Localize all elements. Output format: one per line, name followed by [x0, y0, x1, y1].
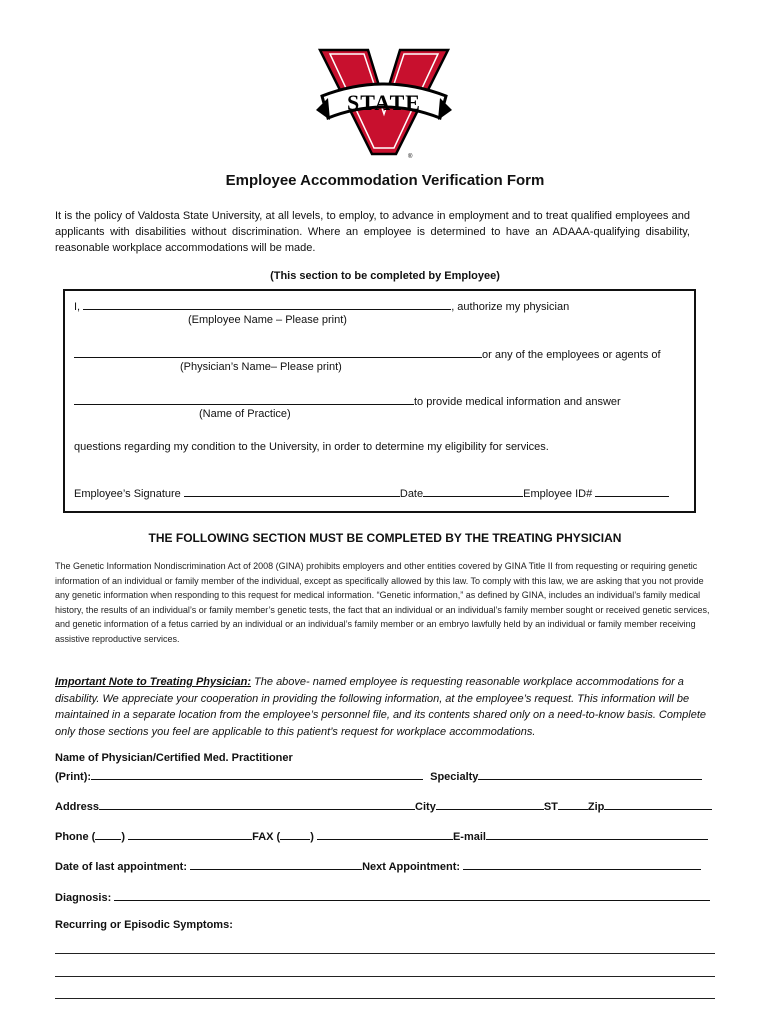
symptoms-line-1[interactable]	[55, 953, 715, 954]
employee-id-field[interactable]	[595, 485, 669, 497]
phone-label: Phone (	[55, 831, 96, 843]
physician-print-row	[55, 768, 702, 783]
signature-row	[74, 485, 669, 500]
zip-label: Zip	[587, 801, 605, 813]
next-appt-field[interactable]	[463, 858, 701, 870]
phone-row	[55, 828, 708, 843]
address-label: Address	[55, 801, 100, 813]
diagnosis-label: Diagnosis:	[55, 892, 112, 904]
physician-name-caption: (Physician’s Name– Please print)	[180, 361, 342, 373]
physician-name-label: Name of Physician/Certified Med. Practitioner	[55, 752, 293, 764]
fax-close-paren: )	[310, 831, 314, 843]
authorization-row	[74, 298, 569, 313]
phone-area-field[interactable]	[95, 828, 121, 840]
diagnosis-field[interactable]	[114, 889, 710, 901]
practice-caption: (Name of Practice)	[199, 408, 291, 420]
next-appt-label: Next Appointment:	[362, 861, 461, 873]
questions-text: questions regarding my condition to the University, in order to determine my eligibility for services.	[74, 441, 549, 453]
policy-paragraph: It is the policy of Valdosta State University, at all levels, to employ, to advance in employment and to treat qualified employees and applicants with disabilities without discrimination. Where an employee is determined to have an ADAAA-qualifying disability, reasonable workplace accommodations will be made.	[55, 210, 690, 254]
gina-paragraph: The Genetic Information Nondiscrimination Act of 2008 (GINA) prohibits employers and other entities covered by GINA Title II from requesting or requiring genetic information of an individual or family member of the individual, except as specifically allowed by this law. To comply with this law, we are asking that you not provide any genetic information when responding to this request for medical information. “Genetic information,” as defined by GINA, includes an individual’s family medical history, the results of an individual’s or family member’s genetic tests, the fact that an individual or an individual’s family member sought or received genetic services, and genetic information of a fetus carried by an individual or an individual’s family member or an embryo lawfully held by an individual or family member receiving assistive reproductive services.	[55, 561, 710, 644]
logo-text: STATE	[347, 90, 421, 115]
appointment-row	[55, 858, 701, 873]
signature-label: Employee’s Signature	[74, 488, 181, 500]
form-title: Employee Accommodation Verification Form	[225, 172, 545, 189]
employee-id-label: Employee ID#	[523, 488, 593, 500]
employee-section-heading: (This section to be completed by Employee)	[270, 270, 500, 282]
zip-field[interactable]	[604, 798, 712, 810]
fax-label: FAX (	[252, 831, 281, 843]
employee-name-caption: (Employee Name – Please print)	[188, 314, 347, 326]
signature-field[interactable]	[184, 485, 400, 497]
physician-print-field[interactable]	[91, 768, 423, 780]
physician-note	[55, 674, 715, 740]
email-field[interactable]	[486, 828, 708, 840]
employee-name-field[interactable]	[83, 298, 451, 310]
practice-name-field[interactable]	[74, 393, 414, 405]
date-label: Date	[399, 488, 424, 500]
or-any-text: or any of the employees or agents of	[482, 349, 661, 361]
st-field[interactable]	[558, 798, 588, 810]
phone-close-paren: )	[121, 831, 126, 843]
phone-field[interactable]	[128, 828, 252, 840]
to-provide-text: to provide medical information and answer	[414, 396, 621, 408]
specialty-label: Specialty	[430, 771, 479, 783]
note-text: The above- named employee is requesting reasonable workplace accommodations for a disability. We appreciate your cooperation in providing the following information, at the employee’s request. This information will be maintained in a separate location from the employee’s personnel file, and its contents shared only on a need-to-know basis. Complete only those sections you feel are applicable to this patient’s request for workplace accommodations.	[55, 676, 707, 738]
last-appt-field[interactable]	[190, 858, 362, 870]
print-label: (Print):	[55, 771, 92, 783]
fax-area-field[interactable]	[280, 828, 310, 840]
practice-row	[74, 393, 621, 408]
physician-row	[74, 346, 661, 361]
last-appt-label: Date of last appointment:	[55, 861, 188, 873]
symptoms-line-3[interactable]	[55, 998, 715, 999]
specialty-field[interactable]	[478, 768, 702, 780]
i-label: I,	[74, 301, 81, 313]
diagnosis-row	[55, 889, 710, 904]
email-label: E-mail	[452, 831, 486, 843]
st-label: ST	[543, 801, 558, 813]
authorize-text: , authorize my physician	[451, 301, 570, 313]
svg-text:®: ®	[408, 154, 413, 160]
note-label: Important Note to Treating Physician:	[55, 676, 251, 688]
symptoms-line-2[interactable]	[55, 976, 715, 977]
city-field[interactable]	[436, 798, 544, 810]
city-label: City	[415, 801, 436, 813]
address-field[interactable]	[99, 798, 415, 810]
address-row	[55, 798, 712, 813]
vsu-logo	[316, 44, 452, 162]
date-field[interactable]	[423, 485, 523, 497]
physician-name-field[interactable]	[74, 346, 482, 358]
fax-field[interactable]	[317, 828, 453, 840]
physician-section-heading: THE FOLLOWING SECTION MUST BE COMPLETED BY THE TREATING PHYSICIAN	[148, 531, 622, 545]
symptoms-label: Recurring or Episodic Symptoms:	[55, 919, 233, 931]
